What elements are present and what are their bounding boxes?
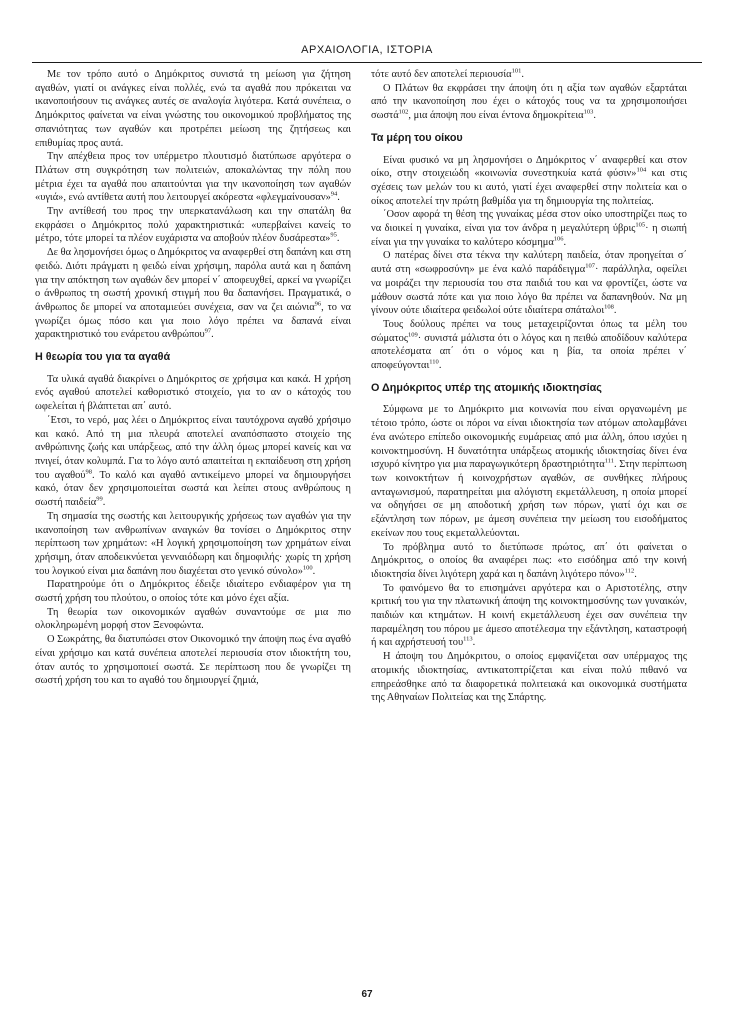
paragraph: Σύμφωνα με το Δημόκριτο μια κοινωνία που είναι οργανωμένη με τέτοιο τρόπο, ώστε οι πόροι να είναι ιδιοκτησία των ατόμων απολαμβάνει ένα ανώτερο επίπεδο οικονομικής ευμάρειας από μια άλλη, όπου ισχύει η κοινοκτημοσύνη. Η δυνατότητα υπάρξεως ατομικής ιδιοκτησίας δίνει ένα ισχυρό κίνητρο για μια παραγωγικότερη δραστηριότητα$^{111}$. Στην περίπτωση των κοινοκτήτων ή κοινοχρήστων αγαθών, σε συνθήκες πλήρους ανταγωνισμού, παρατηρείται μια αλόγιστη εκμετάλλευση, η οποία μπορεί να οδηγήσει σε μη αποδοτική χρήση των πόρων, γιατί όχι και σε εξάντληση των πόρων, με άμεση συνέπεια την μείωση του εισοδήματος εκείνων που τους εκμεταλλεύονται. xyxy=(371,404,687,539)
section-heading: Τα μέρη του οίκου xyxy=(371,131,463,144)
running-header: ΑΡΧΑΙΟΛΟΓΙΑ, ΙΣΤΟΡΙΑ xyxy=(301,44,433,56)
footnote-ref: 111 xyxy=(604,457,615,465)
paragraph: Τη σημασία της σωστής και λειτουργικής χρήσεως των αγαθών για την ικανοποίηση των ανθρωπίνων αναγκών θα τονίσει ο Δημόκριτος στην περίπτωση των χρημάτων: «Η λογική χρησιμοποίηση των χρημάτων είναι χρήσιμη, όταν αποδεικνύεται γενναιόδωρη και δημοφιλής· χωρίς τη χρήση του λογικού είναι μια δαπάνη που διαχέεται στο γενικό σύνολο»$^{100}$. xyxy=(35,510,351,577)
paragraph: Ο πατέρας δίνει στα τέκνα την καλύτερη παιδεία, όταν προηγείται σ΄ αυτά στη «σωφροσύνη» με ένα καλό παράδειγμα$^{107}$· παράλληλα, οφείλει να μοιράζει την περιουσία του στα παιδιά του και να φροντίζει, ώστε να μάθουν σωστά πότε και για ποιο λόγο θα πρέπει να δαπανηθούν. Να μη γίνουν ούτε ιδιαίτερα φειδωλοί ούτε ιδιαίτερα σπάταλοι$^{108}$. xyxy=(371,250,687,317)
paragraph: Είναι φυσικό να μη λησμονήσει ο Δημόκριτος ν΄ αναφερθεί και στον οίκο, στην στοιχειώδη «κοινωνία συνεστηκυία κατά φύσιν»$^{104}$ και στις σχέσεις των μελών του κι αυτό, γιατί έχει αναφερθεί στην πολιτεία και ο οίκος αποτελεί την πρώτη βαθμίδα για τη δημιουργία της πολιτείας. xyxy=(371,154,687,207)
footnote-ref: 110 xyxy=(429,358,439,366)
footnote-ref: 97 xyxy=(204,327,212,335)
header-rule xyxy=(32,62,702,63)
footnote-ref: 105 xyxy=(635,221,646,229)
footnote-ref: 104 xyxy=(636,166,647,174)
footnote-ref: 108 xyxy=(604,303,614,311)
footnote-ref: 113 xyxy=(463,635,473,643)
footnote-ref: 106 xyxy=(553,235,564,243)
footnote-ref: 101 xyxy=(511,67,522,75)
section-heading: Η θεωρία του για τα αγαθά xyxy=(35,351,171,364)
footnote-ref: 98 xyxy=(85,468,92,476)
footnote-ref: 103 xyxy=(583,108,594,116)
section-heading: Ο Δημόκριτος υπέρ της ατομικής ιδιοκτησίας xyxy=(371,381,602,394)
footnote-ref: 95 xyxy=(330,231,337,239)
paragraph: τότε αυτό δεν αποτελεί περιουσία$^{101}$. xyxy=(371,67,524,80)
paragraph: Το φαινόμενο θα το επισημάνει αργότερα και ο Αριστοτέλης, στην κριτική του για την πλατωνική άποψη της κοινοκτημοσύνης των γυναικών, παιδιών και κτημάτων. Η κοινή εκμετάλλευση έχει σαν συνέπεια την παραμέληση του πόρου με άμεσο αποτέλεσμα την εξάντληση, καταστροφή ή και αχρήστευσή του$^{113}$. xyxy=(371,582,687,649)
footnote-ref: 107 xyxy=(585,262,595,270)
paragraph: Ο Σωκράτης, θα διατυπώσει στον Οικονομικό την άποψη πως ένα αγαθό είναι χρήσιμο και κατά συνέπεια αποτελεί περιουσία στον ιδιοκτήτη του, όταν αυτός το χρησιμοποιεί σωστά. Σε περίπτωση που δε γνωρίζει τη σωστή χρήση του και το αγαθό του δημιουργεί ζημιά, xyxy=(35,634,351,687)
footnote-ref: 100 xyxy=(302,564,313,572)
paragraph: Την αντίθεσή του προς την υπερκατανάλωση και την σπατάλη θα εκφράσει ο Δημόκριτος πολύ χαρακτηριστικά: «υπερβαίνει κανείς το μέτρο, τότε μπορεί τα πλέον ευχάριστα να αποβούν πλέον δυσάρεστα»$^{95}$. xyxy=(35,206,351,245)
paragraph: Ο Πλάτων θα εκφράσει την άποψη ότι η αξία των αγαθών εξαρτάται από την ικανοποίηση που έχει ο κάτοχός τους να τα χρησιμοποιήσει σωστά$^{102}$, μια άποψη που είναι έντονα δημοκρίτεια$^{103}$. xyxy=(371,82,687,122)
paragraph: Δε θα λησμονήσει όμως ο Δημόκριτος να αναφερθεί στη δαπάνη και στη φειδώ. Διότι πράγματι η φειδώ είναι χρήσιμη, παρόλα αυτά και η δαπάνη για την απόκτηση των αγαθών δεν μπορεί ν΄ αποφευχθεί, αρκεί να γνωρίζει ο άνθρωπος τη σωστή χρονική στιγμή που θα δαπανήσει. Πραγματικά, ο άνθρωπος δε μπορεί να αποταμιεύει συνέχεια, σαν να ζει αιώνια$^{96}$, το να γνωρίζει όμως πόσο και για ποιο λόγο πρέπει να δαπανά είναι χαρακτηριστικό του ενάρετου ανθρώπου$^{97}$. xyxy=(35,247,351,341)
footnote-ref: 99 xyxy=(96,495,103,503)
right-column xyxy=(371,68,687,705)
footnote-ref: 109 xyxy=(407,331,418,339)
paragraph: Η άποψη του Δημόκριτου, ο οποίος εμφανίζεται σαν υπέρμαχος της ατομικής ιδιοκτησίας, αντικατοπτρίζεται και είναι πολύ πιθανό να επηρεάσθηκε από τα διαφορετικά πολιτειακά και οικονομικά συστήματα της Αθηναίων Πολιτείας και της Σπάρτης. xyxy=(371,651,687,704)
footnote-ref: 94 xyxy=(330,190,338,198)
paragraph: Παρατηρούμε ότι ο Δημόκριτος έδειξε ιδιαίτερο ενδιαφέρον για τη σωστή χρήση του πλούτου, ο οποίος τότε και μόνο έχει αξία. xyxy=(35,579,351,605)
footnote-ref: 96 xyxy=(314,300,322,308)
paragraph: Την απέχθεια προς τον υπέρμετρο πλουτισμό διατύπωσε αργότερα ο Πλάτων στη συγκρότηση των πολιτειών, αποκαλώντας την πόλη που μέτρια έχει τα αγαθά που απαιτούνται για την ικανοποίηση των αγαθών «υγιά», ενώ αντίθετα αυτή που λειτουργεί ακόρεστα «φλεγμαίνουσαν»$^{94}$. xyxy=(35,151,351,204)
paragraph: ΄Οσον αφορά τη θέση της γυναίκας μέσα στον οίκο υποστηρίζει πως το να διοικεί η γυναίκα, είναι για τον άνδρα η μεγαλύτερη ύβρις$^{105}$· η σιωπή είναι για την γυναίκα το καλύτερο κόσμημα$^{106}$. xyxy=(371,209,687,248)
paragraph: Με τον τρόπο αυτό ο Δημόκριτος συνιστά τη μείωση για ζήτηση αγαθών, γιατί οι ανάγκες είναι πολλές, ενώ τα αγαθά που πρόκειται να ικανοποιήσουν τις ανάγκες αυτές σε αναλογία λιγότερα. Κατά συνέπεια, ο Δημόκριτος φαίνεται να είναι γνώστης του οικονομικού προβλήματος της σπανιότητας των αγαθών και προτρέπει μείωση της ζητήσεως και επιθυμίας προς αυτά. xyxy=(35,69,351,149)
paragraph: Το πρόβλημα αυτό το διετύπωσε πρώτος, απ΄ ότι φαίνεται ο Δημόκριτος, ο οποίος θα αναφέρει πως: «το εισόδημα από την κοινή ιδιοκτησία δίνει λιγότερη χαρά και η δαπάνη λιγότερο πόνο»$^{112}$. xyxy=(371,541,687,580)
paragraph: Τα υλικά αγαθά διακρίνει ο Δημόκριτος σε χρήσιμα και κακά. Η χρήση ενός αγαθού αποτελεί καθοριστικό στοιχείο, για το αν ο κάτοχός του ωφελείται ή βλάπτεται απ΄ αυτό. xyxy=(35,373,351,413)
left-column xyxy=(35,68,351,688)
paragraph: ΄Ετσι, το νερό, μας λέει ο Δημόκριτος είναι ταυτόχρονα αγαθό χρήσιμο και κακό. Από τη μια πλευρά αποτελεί αναπόσπαστο στοιχείο της ανθρώπινης ζωής και υπάρξεως, από την άλλη όμως μπορεί κανείς και να πνιγεί, όταν κολυμπά. Για το λόγο αυτό απαιτείται η εκπαίδευση στη χρήση του αγαθού$^{98}$. Το καλό και αγαθό αντικείμενο μπορεί να δημιουργήσει κακό, όταν δεν χρησιμοποιείται σωστά και λείπει στους ανθρώπους η σωστή παιδεία$^{99}$. xyxy=(35,414,351,509)
paragraph: Τη θεωρία των οικονομικών αγαθών συναντούμε σε μια πιο ολοκληρωμένη μορφή στον Ξενοφώντα. xyxy=(35,606,351,632)
page-number: 67 xyxy=(361,989,373,1000)
footnote-ref: 112 xyxy=(624,567,635,575)
paragraph: Τους δούλους πρέπει να τους μεταχειρίζονται όπως τα μέλη του σώματος$^{109}$· συνιστά μάλιστα ότι ο λόγος και η πειθώ αποδίδουν καλύτερα αποτελέσματα απ΄ ότι ο νόμος και η βία, τα οποία πρέπει ν΄ αποφεύγονται$^{110}$. xyxy=(371,318,687,372)
footnote-ref: 102 xyxy=(398,108,409,116)
